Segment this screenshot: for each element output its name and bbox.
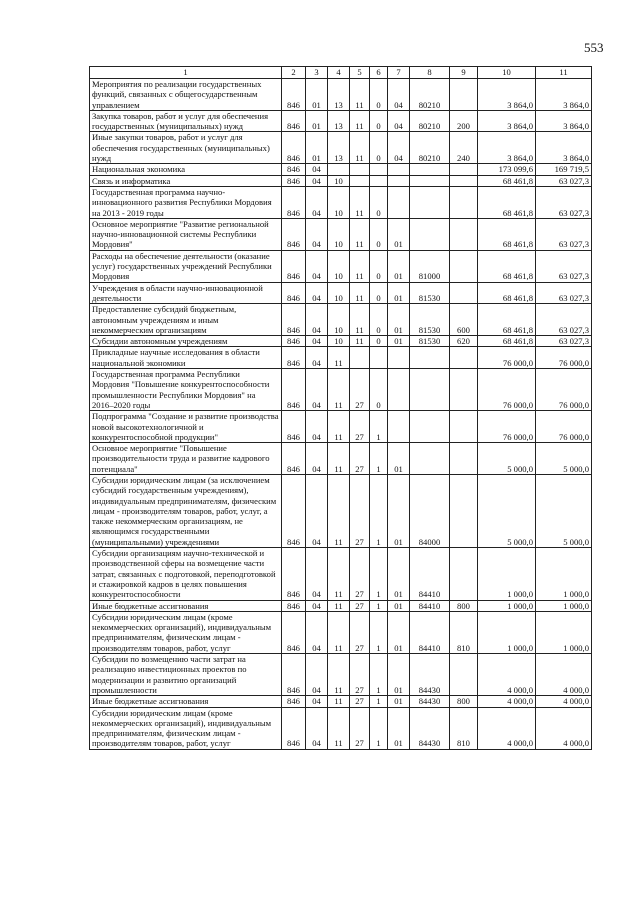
row-value-cell: 11 [350,132,370,164]
row-value-cell [350,347,370,369]
row-value-cell: 800 [450,696,478,707]
row-value-cell: 01 [388,548,410,600]
row-value-cell [388,186,410,218]
row-value-cell: 1 000,0 [536,611,592,653]
row-value-cell: 04 [306,218,328,250]
row-value-cell: 11 [328,654,350,696]
row-value-cell: 846 [282,336,306,347]
row-value-cell: 63 027,3 [536,282,592,304]
row-value-cell: 1 000,0 [478,611,536,653]
row-value-cell: 11 [328,548,350,600]
row-value-cell: 846 [282,443,306,475]
row-value-cell: 1 [370,707,388,749]
row-value-cell [450,282,478,304]
row-name-cell: Закупка товаров, работ и услуг для обеспечения государственных (муниципальных) нужд [90,110,282,132]
row-value-cell: 0 [370,282,388,304]
row-value-cell: 5 000,0 [478,443,536,475]
row-value-cell: 0 [370,336,388,347]
row-value-cell: 846 [282,282,306,304]
column-header: 5 [350,67,370,79]
row-name-cell: Иные бюджетные ассигнования [90,696,282,707]
row-value-cell: 0 [370,110,388,132]
row-value-cell: 11 [350,282,370,304]
row-value-cell: 10 [328,250,350,282]
row-value-cell: 27 [350,654,370,696]
column-header: 8 [410,67,450,79]
row-value-cell: 846 [282,79,306,111]
row-value-cell: 3 864,0 [536,79,592,111]
row-value-cell: 1 000,0 [536,548,592,600]
row-name-cell: Субсидии автономным учреждениям [90,336,282,347]
row-value-cell: 3 864,0 [536,132,592,164]
row-value-cell: 04 [306,336,328,347]
table-row [90,548,592,600]
row-value-cell: 68 461,8 [478,336,536,347]
table-row [90,336,592,347]
row-value-cell: 13 [328,132,350,164]
row-value-cell: 76 000,0 [478,369,536,411]
row-value-cell: 1 000,0 [478,548,536,600]
table-row [90,218,592,250]
row-value-cell: 3 864,0 [478,79,536,111]
row-value-cell [410,186,450,218]
row-value-cell: 01 [388,654,410,696]
row-value-cell: 81530 [410,336,450,347]
row-value-cell: 27 [350,443,370,475]
row-value-cell: 846 [282,110,306,132]
row-value-cell: 800 [450,600,478,611]
row-value-cell: 11 [328,707,350,749]
row-value-cell [450,443,478,475]
row-value-cell [370,347,388,369]
row-value-cell: 11 [328,411,350,443]
column-header: 3 [306,67,328,79]
row-value-cell: 68 461,8 [478,175,536,186]
row-value-cell: 27 [350,411,370,443]
row-value-cell: 11 [328,474,350,547]
column-header: 10 [478,67,536,79]
row-value-cell: 80210 [410,79,450,111]
row-value-cell: 11 [328,369,350,411]
row-value-cell: 4 000,0 [478,654,536,696]
row-value-cell: 13 [328,79,350,111]
row-value-cell: 01 [388,600,410,611]
row-value-cell [388,411,410,443]
row-value-cell: 04 [306,474,328,547]
row-value-cell: 04 [306,304,328,336]
row-value-cell: 5 000,0 [478,474,536,547]
row-value-cell: 27 [350,611,370,653]
row-value-cell: 68 461,8 [478,304,536,336]
row-value-cell: 11 [350,304,370,336]
row-value-cell [450,164,478,175]
row-value-cell: 84410 [410,600,450,611]
table-row [90,411,592,443]
row-value-cell: 63 027,3 [536,175,592,186]
row-name-cell: Связь и информатика [90,175,282,186]
row-value-cell: 846 [282,411,306,443]
row-value-cell: 01 [388,336,410,347]
table-row [90,250,592,282]
row-name-cell: Основное мероприятие "Повышение производительности труда и развитие кадрового потенциала" [90,443,282,475]
row-value-cell: 1 [370,611,388,653]
row-value-cell: 240 [450,132,478,164]
row-value-cell: 04 [388,132,410,164]
row-value-cell [388,164,410,175]
row-name-cell: Национальная экономика [90,164,282,175]
row-name-cell: Субсидии организациям научно-технической и производственной сферы на возмещение части затрат, связанных с подготовкой, переподготовкой и стажировкой кадров в целях повышения конкурентоспособности [90,548,282,600]
row-value-cell: 04 [306,411,328,443]
row-value-cell: 846 [282,250,306,282]
row-value-cell [450,79,478,111]
row-value-cell: 84410 [410,548,450,600]
row-value-cell [388,347,410,369]
row-value-cell: 0 [370,250,388,282]
row-value-cell: 01 [388,304,410,336]
row-value-cell: 1 [370,600,388,611]
row-value-cell: 11 [328,600,350,611]
row-value-cell: 04 [306,250,328,282]
row-value-cell: 01 [388,282,410,304]
row-value-cell: 76 000,0 [478,347,536,369]
row-value-cell: 01 [306,79,328,111]
row-value-cell: 01 [388,611,410,653]
row-value-cell [410,443,450,475]
row-value-cell [350,175,370,186]
row-value-cell: 10 [328,282,350,304]
row-value-cell: 04 [306,347,328,369]
row-value-cell [450,186,478,218]
row-value-cell: 1 [370,443,388,475]
row-value-cell: 5 000,0 [536,443,592,475]
row-value-cell [450,250,478,282]
row-value-cell: 1 000,0 [536,600,592,611]
row-value-cell: 68 461,8 [478,282,536,304]
row-value-cell: 01 [388,707,410,749]
table-row [90,600,592,611]
row-value-cell: 01 [388,218,410,250]
row-value-cell: 4 000,0 [478,696,536,707]
row-value-cell: 846 [282,175,306,186]
row-value-cell: 11 [328,696,350,707]
row-value-cell: 3 864,0 [536,110,592,132]
row-value-cell [410,218,450,250]
row-name-cell: Субсидии юридическим лицам (кроме некоммерческих организаций), индивидуальным предпринимателям, физическим лицам - производителям товаров, работ, услуг [90,611,282,653]
row-value-cell: 01 [388,443,410,475]
row-value-cell: 04 [306,175,328,186]
row-value-cell [328,164,350,175]
column-header: 4 [328,67,350,79]
table-row [90,282,592,304]
row-value-cell: 63 027,3 [536,186,592,218]
row-value-cell: 846 [282,611,306,653]
row-value-cell: 1 [370,696,388,707]
row-name-cell: Государственная программа Республики Мордовия "Повышение конкурентоспособности промышленности Республики Мордовия" на 2016–2020 годы [90,369,282,411]
row-value-cell: 81530 [410,282,450,304]
row-value-cell: 63 027,3 [536,304,592,336]
row-value-cell [410,411,450,443]
row-value-cell: 76 000,0 [478,411,536,443]
table-row [90,611,592,653]
row-value-cell: 63 027,3 [536,336,592,347]
table-row [90,110,592,132]
row-value-cell: 846 [282,304,306,336]
row-value-cell: 1 000,0 [478,600,536,611]
row-value-cell: 0 [370,132,388,164]
row-name-cell: Субсидии юридическим лицам (кроме некоммерческих организаций), индивидуальным предпринимателям, физическим лицам - производителям товаров, работ, услуг [90,707,282,749]
row-value-cell: 0 [370,304,388,336]
row-value-cell: 13 [328,110,350,132]
row-value-cell [450,411,478,443]
row-value-cell: 80210 [410,132,450,164]
row-value-cell: 04 [388,110,410,132]
row-value-cell: 81000 [410,250,450,282]
row-value-cell: 84410 [410,611,450,653]
row-value-cell: 200 [450,110,478,132]
row-value-cell [450,218,478,250]
row-value-cell: 81530 [410,304,450,336]
row-value-cell: 04 [306,611,328,653]
row-value-cell: 01 [388,696,410,707]
row-value-cell: 4 000,0 [536,654,592,696]
row-value-cell: 11 [350,218,370,250]
table-row [90,369,592,411]
row-value-cell [450,347,478,369]
row-value-cell: 173 099,6 [478,164,536,175]
row-value-cell: 846 [282,347,306,369]
row-value-cell: 0 [370,186,388,218]
row-value-cell: 27 [350,696,370,707]
row-value-cell: 5 000,0 [536,474,592,547]
table-row [90,474,592,547]
row-value-cell: 4 000,0 [536,696,592,707]
row-value-cell: 84430 [410,654,450,696]
row-name-cell: Подпрограмма "Создание и развитие производства новой высокотехнологичной и конкурентоспособной продукции" [90,411,282,443]
row-value-cell: 846 [282,186,306,218]
row-value-cell: 04 [388,79,410,111]
row-value-cell [370,175,388,186]
row-value-cell: 84430 [410,696,450,707]
row-value-cell: 11 [350,186,370,218]
row-value-cell: 63 027,3 [536,218,592,250]
row-value-cell: 27 [350,369,370,411]
row-value-cell: 80210 [410,110,450,132]
column-header: 7 [388,67,410,79]
row-value-cell: 10 [328,336,350,347]
row-value-cell: 84000 [410,474,450,547]
row-value-cell [388,175,410,186]
row-value-cell: 846 [282,474,306,547]
row-value-cell: 846 [282,369,306,411]
row-value-cell: 3 864,0 [478,110,536,132]
row-value-cell: 10 [328,186,350,218]
table-row [90,79,592,111]
row-value-cell: 04 [306,369,328,411]
row-value-cell: 3 864,0 [478,132,536,164]
row-name-cell: Иные бюджетные ассигнования [90,600,282,611]
row-value-cell: 846 [282,654,306,696]
row-value-cell: 04 [306,282,328,304]
row-value-cell: 600 [450,304,478,336]
row-name-cell: Иные закупки товаров, работ и услуг для обеспечения государственных (муниципальных) нужд [90,132,282,164]
row-value-cell [410,175,450,186]
row-value-cell: 846 [282,132,306,164]
row-value-cell: 846 [282,696,306,707]
row-value-cell: 620 [450,336,478,347]
row-value-cell: 11 [350,336,370,347]
row-value-cell: 04 [306,696,328,707]
row-value-cell: 63 027,3 [536,250,592,282]
table-row [90,186,592,218]
row-value-cell: 01 [388,474,410,547]
row-value-cell: 04 [306,600,328,611]
row-value-cell: 11 [350,250,370,282]
row-value-cell [410,347,450,369]
column-header: 11 [536,67,592,79]
row-value-cell: 4 000,0 [536,707,592,749]
row-value-cell: 84430 [410,707,450,749]
row-value-cell: 04 [306,654,328,696]
table-row [90,304,592,336]
row-value-cell: 169 719,5 [536,164,592,175]
row-value-cell: 68 461,8 [478,218,536,250]
row-value-cell: 01 [388,250,410,282]
row-value-cell: 04 [306,164,328,175]
row-value-cell [450,175,478,186]
row-value-cell: 27 [350,707,370,749]
column-header: 9 [450,67,478,79]
column-header: 6 [370,67,388,79]
row-value-cell: 810 [450,707,478,749]
column-header: 1 [90,67,282,79]
row-name-cell: Прикладные научные исследования в области национальной экономики [90,347,282,369]
table-body [90,79,592,750]
row-value-cell: 11 [328,443,350,475]
row-value-cell: 4 000,0 [478,707,536,749]
row-value-cell: 68 461,8 [478,250,536,282]
row-value-cell [410,164,450,175]
row-value-cell: 01 [306,132,328,164]
row-name-cell: Субсидии юридическим лицам (за исключением субсидий государственным учреждениям), индивидуальным предпринимателям, физическим лицам - производителям товаров, работ, услуг, а также некоммерческим организациям, не являющимся государственными (муниципальными) учреждениями [90,474,282,547]
row-value-cell: 27 [350,600,370,611]
row-value-cell: 27 [350,548,370,600]
row-value-cell: 10 [328,175,350,186]
page-number: 553 [584,40,604,55]
table-row [90,654,592,696]
row-value-cell: 0 [370,218,388,250]
table-row [90,347,592,369]
row-value-cell: 846 [282,548,306,600]
row-value-cell [450,548,478,600]
row-value-cell: 01 [306,110,328,132]
row-value-cell: 11 [350,79,370,111]
row-value-cell: 04 [306,707,328,749]
row-value-cell: 0 [370,79,388,111]
row-name-cell: Основное мероприятие "Развитие региональной научно-инновационной системы Республики Мордовия" [90,218,282,250]
table-row [90,164,592,175]
row-value-cell: 04 [306,186,328,218]
row-value-cell: 11 [350,110,370,132]
row-value-cell: 27 [350,474,370,547]
row-value-cell: 846 [282,218,306,250]
table-row [90,175,592,186]
table-row [90,707,592,749]
row-value-cell: 1 [370,474,388,547]
table-row [90,696,592,707]
row-value-cell [450,369,478,411]
row-name-cell: Расходы на обеспечение деятельности (оказание услуг) государственных учреждений Республики Мордовия [90,250,282,282]
row-value-cell: 1 [370,411,388,443]
table-row [90,132,592,164]
row-name-cell: Субсидии по возмещению части затрат на реализацию инвестиционных проектов по модернизации и развитию организаций промышленности [90,654,282,696]
row-value-cell: 04 [306,443,328,475]
row-value-cell: 846 [282,164,306,175]
table-row [90,443,592,475]
row-value-cell: 76 000,0 [536,347,592,369]
row-value-cell: 10 [328,304,350,336]
row-value-cell: 1 [370,548,388,600]
row-value-cell: 846 [282,707,306,749]
row-value-cell: 11 [328,611,350,653]
row-value-cell: 846 [282,600,306,611]
row-value-cell: 76 000,0 [536,411,592,443]
row-value-cell [388,369,410,411]
header-row [90,67,592,79]
row-value-cell: 1 [370,654,388,696]
row-value-cell: 0 [370,369,388,411]
row-value-cell [410,369,450,411]
row-value-cell [350,164,370,175]
row-value-cell [450,654,478,696]
row-value-cell: 10 [328,218,350,250]
row-value-cell: 04 [306,548,328,600]
row-name-cell: Предоставление субсидий бюджетным, автономным учреждениям и иным некоммерческим организациям [90,304,282,336]
row-value-cell [450,474,478,547]
row-value-cell [370,164,388,175]
row-name-cell: Мероприятия по реализации государственных функций, связанных с общегосударственным управлением [90,79,282,111]
budget-table [89,66,592,750]
row-value-cell: 11 [328,347,350,369]
row-name-cell: Учреждения в области научно-инновационной деятельности [90,282,282,304]
row-value-cell: 76 000,0 [536,369,592,411]
row-value-cell: 810 [450,611,478,653]
column-header: 2 [282,67,306,79]
row-value-cell: 68 461,8 [478,186,536,218]
row-name-cell: Государственная программа научно-инновационного развития Республики Мордовия на 2013 - 2019 годы [90,186,282,218]
